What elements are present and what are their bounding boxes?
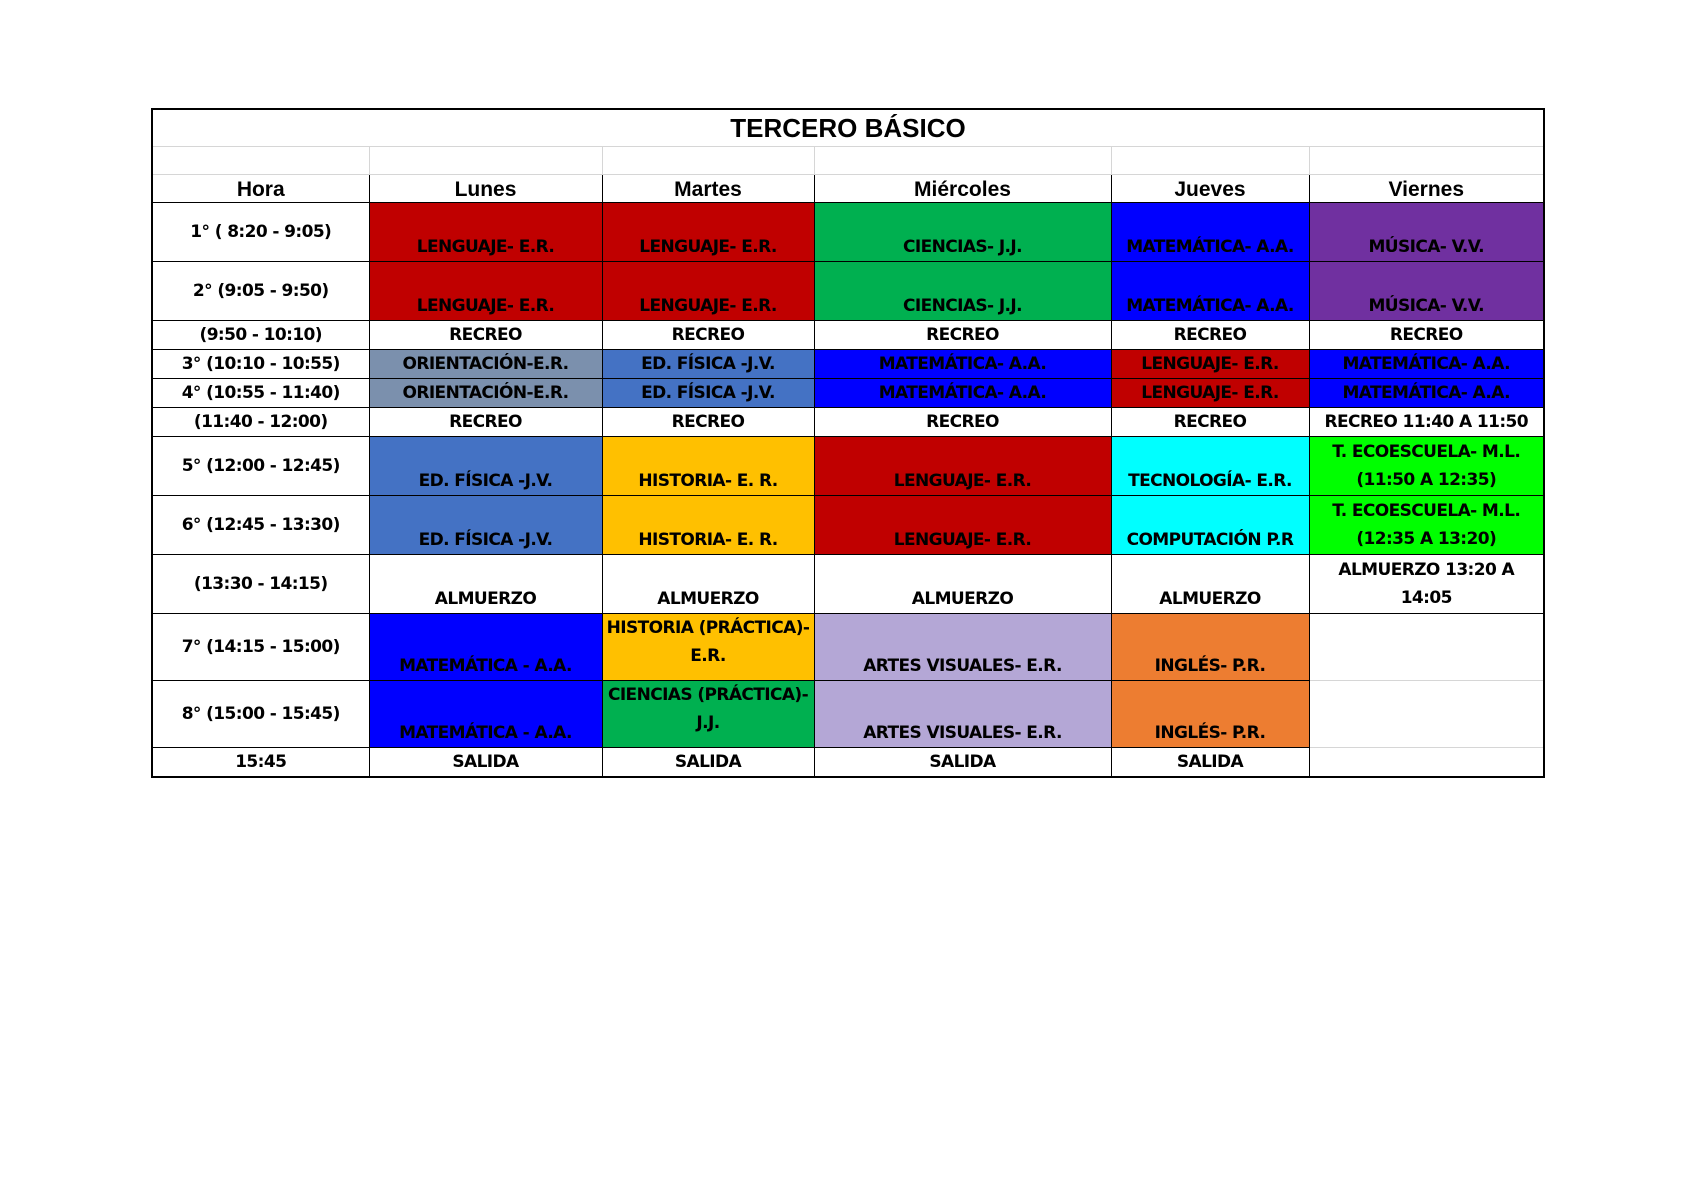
class-cell: HISTORIA- E. R. (602, 437, 814, 496)
header-miercoles: Miércoles (814, 175, 1111, 203)
class-cell: RECREO (602, 408, 814, 437)
class-cell: ARTES VISUALES- E.R. (814, 614, 1111, 681)
class-cell: LENGUAJE- E.R. (602, 262, 814, 321)
table-row (152, 496, 1544, 555)
class-cell: RECREO (369, 408, 602, 437)
class-cell: RECREO (814, 408, 1111, 437)
class-cell: LENGUAJE- E.R. (369, 203, 602, 262)
hora-cell: 3° (10:10 - 10:55) (152, 350, 369, 379)
class-cell: T. ECOESCUELA- M.L. (12:35 A 13:20) (1309, 496, 1544, 555)
hora-cell: 8° (15:00 - 15:45) (152, 681, 369, 748)
class-cell: ALMUERZO (602, 555, 814, 614)
class-cell: ORIENTACIÓN-E.R. (369, 379, 602, 408)
class-cell: ALMUERZO (1111, 555, 1309, 614)
table-row (152, 350, 1544, 379)
header-martes: Martes (602, 175, 814, 203)
hora-cell: 6° (12:45 - 13:30) (152, 496, 369, 555)
class-cell: ED. FÍSICA -J.V. (602, 350, 814, 379)
class-cell: CIENCIAS- J.J. (814, 262, 1111, 321)
class-cell: LENGUAJE- E.R. (1111, 350, 1309, 379)
schedule-table (151, 108, 1545, 778)
hora-cell: (13:30 - 14:15) (152, 555, 369, 614)
table-row (152, 379, 1544, 408)
schedule-title: TERCERO BÁSICO (152, 109, 1544, 147)
class-cell: MATEMÁTICA- A.A. (1309, 350, 1544, 379)
hora-cell: 5° (12:00 - 12:45) (152, 437, 369, 496)
class-cell: MATEMÁTICA- A.A. (1309, 379, 1544, 408)
header-lunes: Lunes (369, 175, 602, 203)
table-row (152, 321, 1544, 350)
table-row (152, 203, 1544, 262)
class-cell: MATEMÁTICA- A.A. (1111, 203, 1309, 262)
class-cell (1309, 748, 1544, 778)
class-cell: INGLÉS- P.R. (1111, 614, 1309, 681)
class-cell: T. ECOESCUELA- M.L. (11:50 A 12:35) (1309, 437, 1544, 496)
class-cell: ALMUERZO (369, 555, 602, 614)
class-cell: ED. FÍSICA -J.V. (602, 379, 814, 408)
class-cell: HISTORIA (PRÁCTICA)- E.R. (602, 614, 814, 681)
class-cell: RECREO (814, 321, 1111, 350)
class-cell: ORIENTACIÓN-E.R. (369, 350, 602, 379)
hora-cell: 4° (10:55 - 11:40) (152, 379, 369, 408)
class-cell: MATEMÁTICA- A.A. (1111, 262, 1309, 321)
class-cell: TECNOLOGÍA- E.R. (1111, 437, 1309, 496)
class-cell: SALIDA (369, 748, 602, 778)
class-cell: ALMUERZO 13:20 A 14:05 (1309, 555, 1544, 614)
class-cell: RECREO (602, 321, 814, 350)
hora-cell: 15:45 (152, 748, 369, 778)
header-hora: Hora (152, 175, 369, 203)
table-row (152, 437, 1544, 496)
hora-cell: 7° (14:15 - 15:00) (152, 614, 369, 681)
header-jueves: Jueves (1111, 175, 1309, 203)
class-cell: MÚSICA- V.V. (1309, 262, 1544, 321)
class-cell: ARTES VISUALES- E.R. (814, 681, 1111, 748)
hora-cell: (11:40 - 12:00) (152, 408, 369, 437)
class-cell: CIENCIAS- J.J. (814, 203, 1111, 262)
class-cell: SALIDA (814, 748, 1111, 778)
hora-cell: 2° (9:05 - 9:50) (152, 262, 369, 321)
class-cell (1309, 614, 1544, 681)
class-cell: ED. FÍSICA -J.V. (369, 437, 602, 496)
hora-cell: (9:50 - 10:10) (152, 321, 369, 350)
class-cell: RECREO (369, 321, 602, 350)
class-cell: MATEMÁTICA - A.A. (369, 681, 602, 748)
class-cell: RECREO 11:40 A 11:50 (1309, 408, 1544, 437)
class-cell: RECREO (1111, 408, 1309, 437)
class-cell: LENGUAJE- E.R. (1111, 379, 1309, 408)
table-row (152, 748, 1544, 778)
class-cell: ED. FÍSICA -J.V. (369, 496, 602, 555)
class-cell: SALIDA (602, 748, 814, 778)
class-cell: LENGUAJE- E.R. (814, 437, 1111, 496)
class-cell: COMPUTACIÓN P.R (1111, 496, 1309, 555)
table-row (152, 408, 1544, 437)
class-cell: MATEMÁTICA- A.A. (814, 350, 1111, 379)
class-cell: RECREO (1309, 321, 1544, 350)
class-cell: HISTORIA- E. R. (602, 496, 814, 555)
class-cell: LENGUAJE- E.R. (369, 262, 602, 321)
class-cell: MATEMÁTICA- A.A. (814, 379, 1111, 408)
class-cell: MATEMÁTICA - A.A. (369, 614, 602, 681)
table-row (152, 262, 1544, 321)
class-cell: INGLÉS- P.R. (1111, 681, 1309, 748)
class-cell: MÚSICA- V.V. (1309, 203, 1544, 262)
class-cell: ALMUERZO (814, 555, 1111, 614)
class-cell: SALIDA (1111, 748, 1309, 778)
class-cell: CIENCIAS (PRÁCTICA)- J.J. (602, 681, 814, 748)
table-row (152, 555, 1544, 614)
hora-cell: 1° ( 8:20 - 9:05) (152, 203, 369, 262)
class-cell: RECREO (1111, 321, 1309, 350)
class-cell: LENGUAJE- E.R. (602, 203, 814, 262)
class-cell (1309, 681, 1544, 748)
table-row (152, 681, 1544, 748)
table-row (152, 614, 1544, 681)
class-cell: LENGUAJE- E.R. (814, 496, 1111, 555)
header-viernes: Viernes (1309, 175, 1544, 203)
